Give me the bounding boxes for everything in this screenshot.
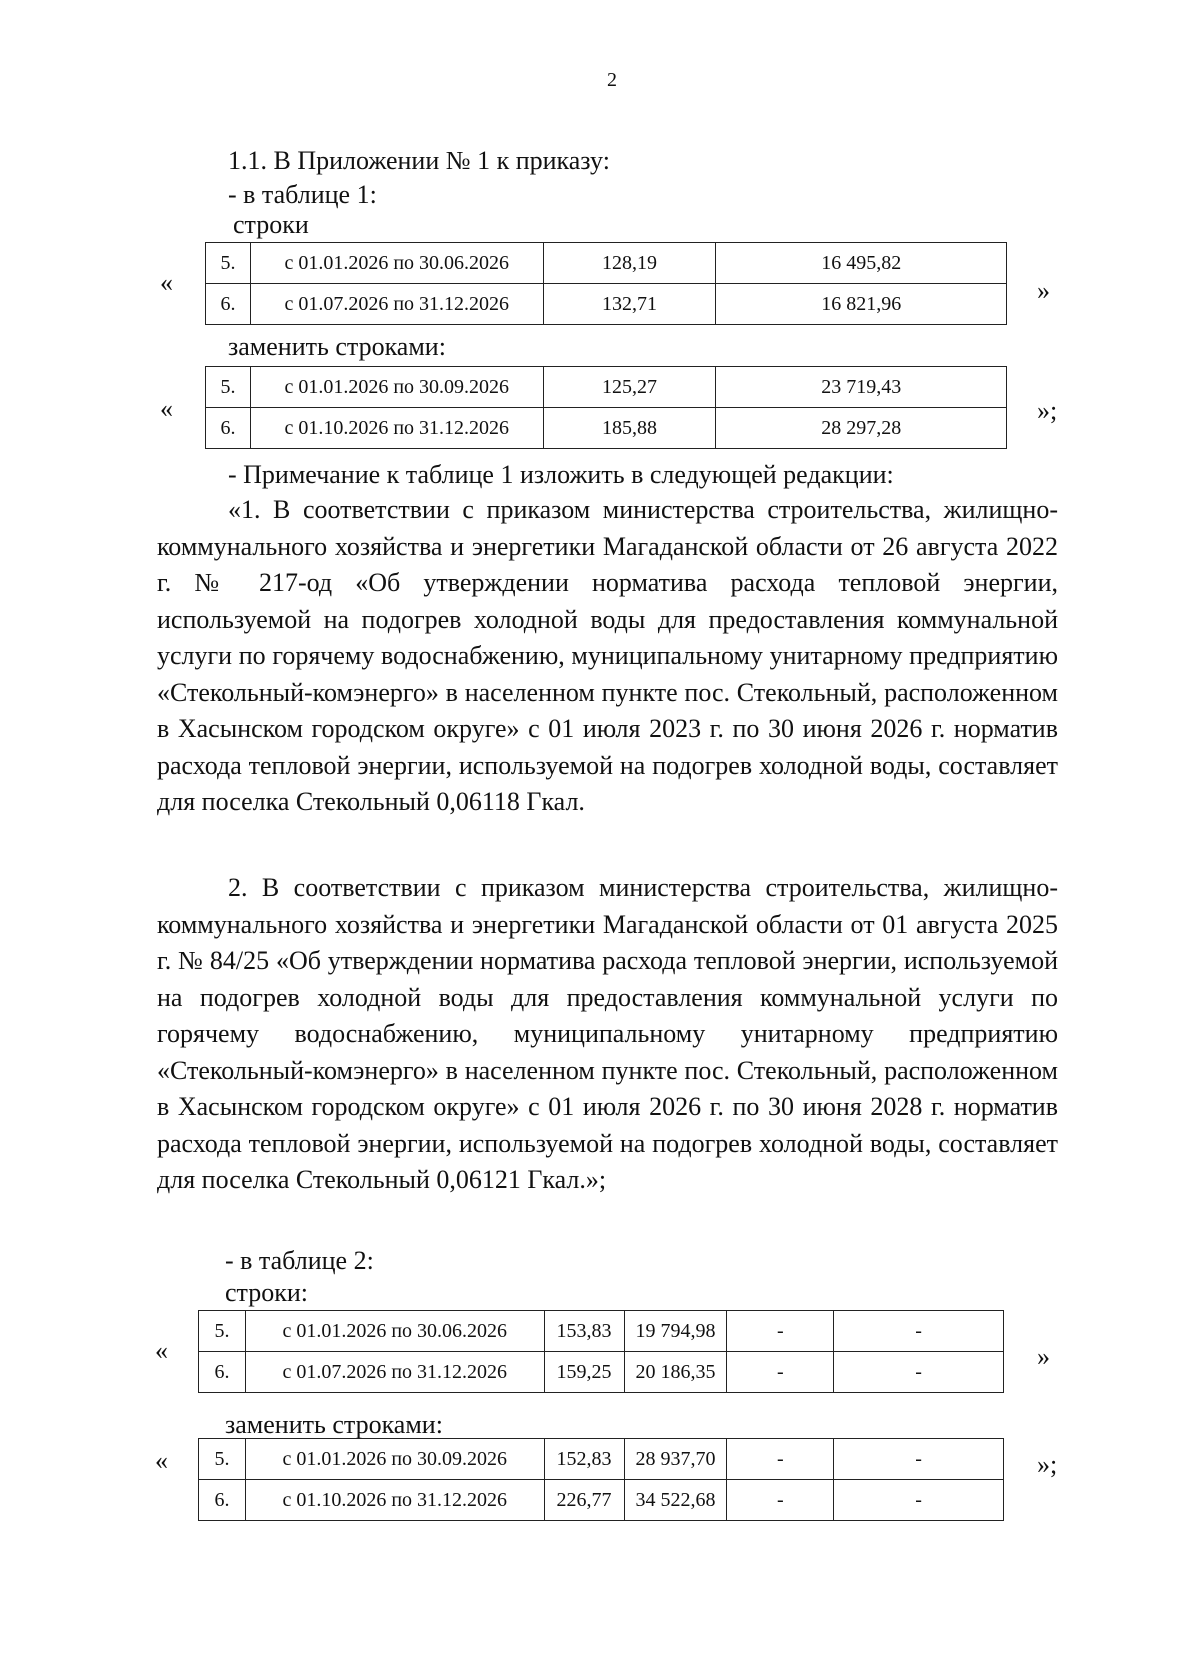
row-number: 6. (199, 1352, 246, 1393)
note-paragraph-2: 2. В соответствии с приказом министерства строительства, жилищно-коммунального хозяйства и энергетики Магаданской области от 01 августа 2025 г. № 84/25 «Об утверждении норматива расхода тепловой энергии, используемой на подогрев холодной воды для предоставления коммунальной услуги по горячему водоснабжению, муниципальному унитарному предприятию «Стекольный-комэнерго» в населенном пункте пос. Стекольный, расположенном в Хасынском городском округе» с 01 июля 2026 г. по 30 июня 2028 г. норматив расхода тепловой энергии, используемой на подогрев холодной воды, составляет для поселка Стекольный 0,06121 Гкал.»; (157, 873, 1058, 1194)
row-value-b: 20 186,35 (624, 1352, 727, 1393)
row-value-b: 16 821,96 (716, 284, 1007, 325)
section-heading: 1.1. В Приложении № 1 к приказу: (228, 146, 610, 175)
row-value-a: 128,19 (543, 243, 716, 284)
quote-close-semicolon: »; (1037, 396, 1058, 425)
row-number: 5. (199, 1439, 246, 1480)
row-value-a: 185,88 (543, 408, 716, 449)
rows-label: строки (233, 210, 309, 239)
table2-old (198, 1310, 1004, 1393)
row-number: 5. (206, 367, 251, 408)
page-number: 2 (607, 69, 617, 91)
row-value-c: - (727, 1352, 834, 1393)
table-row (199, 1480, 1004, 1521)
row-value-b: 19 794,98 (624, 1311, 727, 1352)
row-number: 6. (206, 408, 251, 449)
row-period: с 01.01.2026 по 30.09.2026 (245, 1439, 544, 1480)
replace-label: заменить строками: (228, 332, 446, 361)
row-value-a: 125,27 (543, 367, 716, 408)
table-row (206, 243, 1007, 284)
row-value-b: 16 495,82 (716, 243, 1007, 284)
quote-open: « (160, 268, 173, 297)
row-value-a: 132,71 (543, 284, 716, 325)
table1-old (205, 242, 1007, 325)
row-period: с 01.07.2026 по 31.12.2026 (245, 1352, 544, 1393)
row-value-a: 226,77 (544, 1480, 624, 1521)
table-row (206, 284, 1007, 325)
row-value-c: - (727, 1480, 834, 1521)
replace-label: заменить строками: (225, 1410, 443, 1439)
quote-close-semicolon: »; (1037, 1450, 1058, 1479)
row-period: с 01.07.2026 по 31.12.2026 (250, 284, 543, 325)
row-number: 5. (206, 243, 251, 284)
row-value-a: 152,83 (544, 1439, 624, 1480)
row-value-b: 23 719,43 (716, 367, 1007, 408)
table-row (206, 367, 1007, 408)
row-value-c: - (727, 1311, 834, 1352)
row-value-b: 28 937,70 (624, 1439, 727, 1480)
table2-intro: - в таблице 2: (225, 1246, 374, 1275)
row-period: с 01.10.2026 по 31.12.2026 (250, 408, 543, 449)
row-value-d: - (834, 1311, 1004, 1352)
table-row (199, 1352, 1004, 1393)
table-row (206, 408, 1007, 449)
quote-close: » (1037, 1342, 1050, 1371)
row-number: 6. (199, 1480, 246, 1521)
table1-new (205, 366, 1007, 449)
quote-close: » (1037, 276, 1050, 305)
row-number: 6. (206, 284, 251, 325)
note-paragraph-1: «1. В соответствии с приказом министерства строительства, жилищно-коммунального хозяйства и энергетики Магаданской области от 26 августа 2022 г. № 217-од «Об утверждении норматива расхода тепловой энергии, используемой на подогрев холодной воды для предоставления коммунальной услуги по горячему водоснабжению, муниципальному унитарному предприятию «Стекольный-комэнерго» в населенном пункте пос. Стекольный, расположенном в Хасынском городском округе» с 01 июля 2023 г. по 30 июня 2026 г. норматив расхода тепловой энергии, используемой на подогрев холодной воды, составляет для поселка Стекольный 0,06118 Гкал. (157, 495, 1058, 816)
row-period: с 01.01.2026 по 30.06.2026 (250, 243, 543, 284)
quote-open: « (155, 1446, 168, 1475)
rows-label: строки: (225, 1278, 308, 1307)
table-row (199, 1311, 1004, 1352)
row-period: с 01.01.2026 по 30.09.2026 (250, 367, 543, 408)
note-intro: - Примечание к таблице 1 изложить в следующей редакции: (228, 460, 894, 489)
quote-open: « (155, 1336, 168, 1365)
row-value-a: 159,25 (544, 1352, 624, 1393)
row-value-d: - (834, 1439, 1004, 1480)
row-number: 5. (199, 1311, 246, 1352)
row-period: с 01.10.2026 по 31.12.2026 (245, 1480, 544, 1521)
row-value-a: 153,83 (544, 1311, 624, 1352)
row-value-c: - (727, 1439, 834, 1480)
row-value-b: 28 297,28 (716, 408, 1007, 449)
table2-new (198, 1438, 1004, 1521)
row-value-d: - (834, 1352, 1004, 1393)
row-period: с 01.01.2026 по 30.06.2026 (245, 1311, 544, 1352)
quote-open: « (160, 394, 173, 423)
table1-intro: - в таблице 1: (228, 180, 377, 209)
row-value-b: 34 522,68 (624, 1480, 727, 1521)
row-value-d: - (834, 1480, 1004, 1521)
table-row (199, 1439, 1004, 1480)
